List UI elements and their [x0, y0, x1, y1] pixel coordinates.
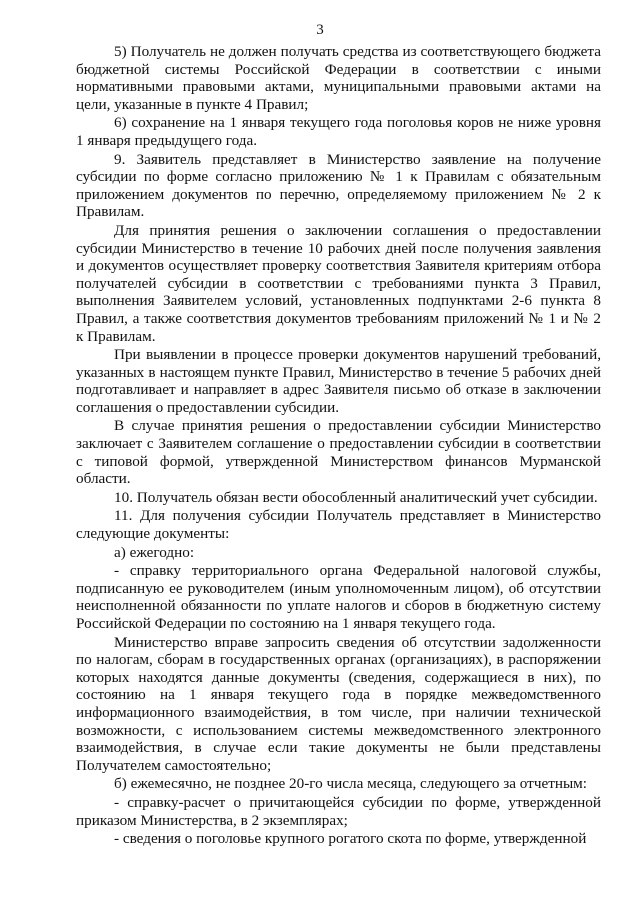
list-item-cattle-info: - сведения о поголовье крупного рогатого скота по форме, утвержденной — [114, 830, 587, 848]
page-number: 3 — [316, 22, 324, 38]
list-heading-annually: а) ежегодно: — [114, 543, 195, 561]
list-heading-monthly: б) ежемесячно, не позднее 20-го числа месяца, следующего за отчетным: — [114, 775, 587, 793]
paragraph-5-recipient-condition: 5) Получатель не должен получать средства из соответствующего бюджета бюджетной системы Российской Федерации в соответствии с иными нормативными правовыми актами, муниципальными правовыми актами на цели, указанные в пункте 4 Правил; — [76, 43, 601, 113]
paragraph-agreement: В случае принятия решения о предоставлении субсидии Министерство заключает с Заявителем соглашение о предоставлении субсидии в соответствии с типовой формой, утвержденной Министерством финансов Мурманской области. — [76, 417, 601, 488]
paragraph-refusal: При выявлении в процессе проверки документов нарушений требований, указанных в настоящем пункте Правил, Министерство в течение 5 рабочих дней подготавливает и направляет в адрес Заявителя письмо об отказе в заключении соглашения о предоставлении субсидии. — [76, 346, 601, 416]
list-item-tax-certificate: - справку территориального органа Федеральной налоговой службы, подписанную ее руководителем (иным уполномоченным лицом), об отсутствии неисполненной обязанности по уплате налогов и сборов в бюджетную систему Российской Федерации по состоянию на 1 января текущего года. — [76, 562, 601, 632]
paragraph-9-application: 9. Заявитель представляет в Министерство заявление на получение субсидии по форме согласно приложению № 1 к Правилам с обязательным приложением документов по перечню, определяемому приложением № 2 к Правилам. — [76, 150, 601, 221]
paragraph-6-livestock-condition: 6) сохранение на 1 января текущего года поголовья коров не ниже уровня 1 января предыдущего года. — [76, 114, 601, 149]
paragraph-11-documents: 11. Для получения субсидии Получатель представляет в Министерство следующие документы: — [76, 507, 601, 543]
paragraph-10-accounting: 10. Получатель обязан вести обособленный аналитический учет субсидии. — [114, 488, 598, 506]
paragraph-verification: Для принятия решения о заключении соглашения о предоставлении субсидии Министерство в течение 10 рабочих дней после получения заявления и документов осуществляет проверку соответствия Заявителя критериям отбора получателей субсидии в соответствии с требованиями пункта 3 Правил, выполнения Заявителем условий, установленных подпунктами 2-6 пункта 8 Правил, а также соответствия документов требованиям приложений № 1 и № 2 к Правилам. — [76, 221, 601, 345]
document-body — [76, 43, 601, 849]
paragraph-ministry-request: Министерство вправе запросить сведения об отсутствии задолженности по налогам, сборам в государственных органах (организациях), в распоряжении которых находятся данные документы (сведения, содержащиеся в них), по состоянию на 1 января текущего года в порядке межведомственного информационного взаимодействия, в том числе, при наличии технической возможности, с использованием системы межведомственного электронного взаимодействия, в случае если такие документы не были представлены Получателем самостоятельно; — [76, 633, 601, 774]
list-item-calculation: - справку-расчет о причитающейся субсидии по форме, утвержденной приказом Министерства, в 2 экземплярах; — [76, 793, 601, 829]
